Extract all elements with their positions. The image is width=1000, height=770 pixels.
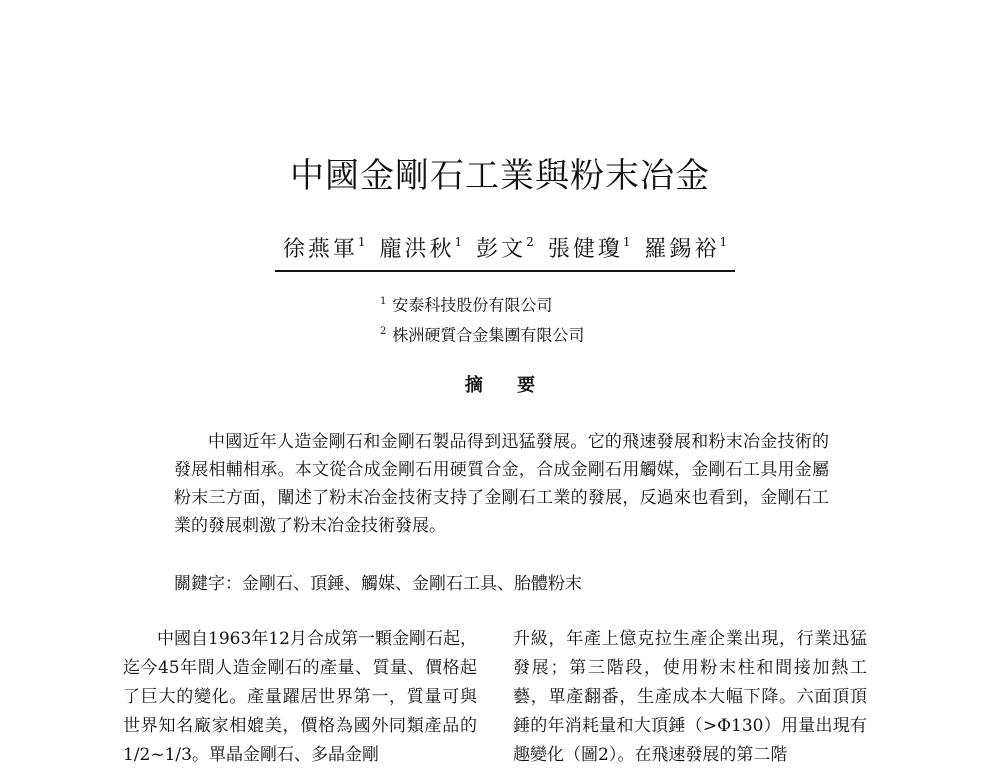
- affiliation-name: 安泰科技股份有限公司: [392, 295, 553, 315]
- author-affiliation-mark: 1: [719, 234, 728, 249]
- paper-title: 中國金剛石工業與粉末冶金: [290, 156, 710, 196]
- author-name: 徐燕軍: [282, 237, 358, 262]
- body-column-left: 中國自1963年12月合成第一顆金剛石起，迄今45年間人造金剛石的產量、質量、價格起了巨大的變化。產量躍居世界第一，質量可與世界知名廠家相媲美，價格為國外同類產品的1/2~1/3。單晶金剛石、多晶金剛: [123, 629, 477, 765]
- author-affiliation-mark: 2: [526, 234, 534, 249]
- author-affiliation-mark: 1: [622, 234, 631, 249]
- affiliation-mark: 2: [380, 326, 387, 338]
- author: [548, 232, 631, 263]
- abstract-heading: 摘 要: [464, 375, 550, 396]
- affiliation: [380, 318, 584, 348]
- affiliation-mark: 1: [380, 296, 387, 307]
- abstract-body: 中國近年人造金剛石和金剛石製品得到迅猛發展。它的飛速發展和粉末冶金技術的發展相輔相承。本文從合成金剛石用硬質合金，合成金剛石用觸媒，金剛石工具用金屬粉末三方面，闡述了粉末冶金技術支持了金剛石工業的發展，反過來也看到，金剛石工業的發展刺激了粉末冶金技術發展。: [174, 432, 829, 536]
- author-name: 張健瓊: [547, 237, 623, 262]
- affiliation: [380, 288, 584, 318]
- author-affiliation-mark: 1: [357, 234, 366, 249]
- keywords: 關鍵字：金剛石、頂錘、觸媒、金剛石工具、胎體粉末: [174, 574, 582, 594]
- author-name: 羅錫裕: [644, 237, 720, 262]
- affiliation-name: 株洲硬質合金集團有限公司: [392, 325, 585, 345]
- author-affiliation-mark: 1: [454, 234, 463, 249]
- author: [380, 232, 463, 263]
- author-name: 彭文: [476, 237, 527, 262]
- body-column-right: 升級，年產上億克拉生產企業出現，行業迅猛發展；第三階段，使用粉末柱和間接加熱工藝，單產翻番，生產成本大幅下降。六面頂頂錘的年消耗量和大頂錘（>Φ130）用量出現有趣變化（圖2）。在飛速發展的第二階: [513, 629, 867, 765]
- author: [476, 232, 534, 263]
- author: [283, 232, 366, 263]
- author-underline: [275, 270, 735, 272]
- author-block: [275, 232, 735, 272]
- author: [644, 232, 727, 263]
- author-list: [275, 232, 735, 263]
- author-name: 龐洪秋: [379, 237, 455, 262]
- affiliations: [380, 288, 584, 349]
